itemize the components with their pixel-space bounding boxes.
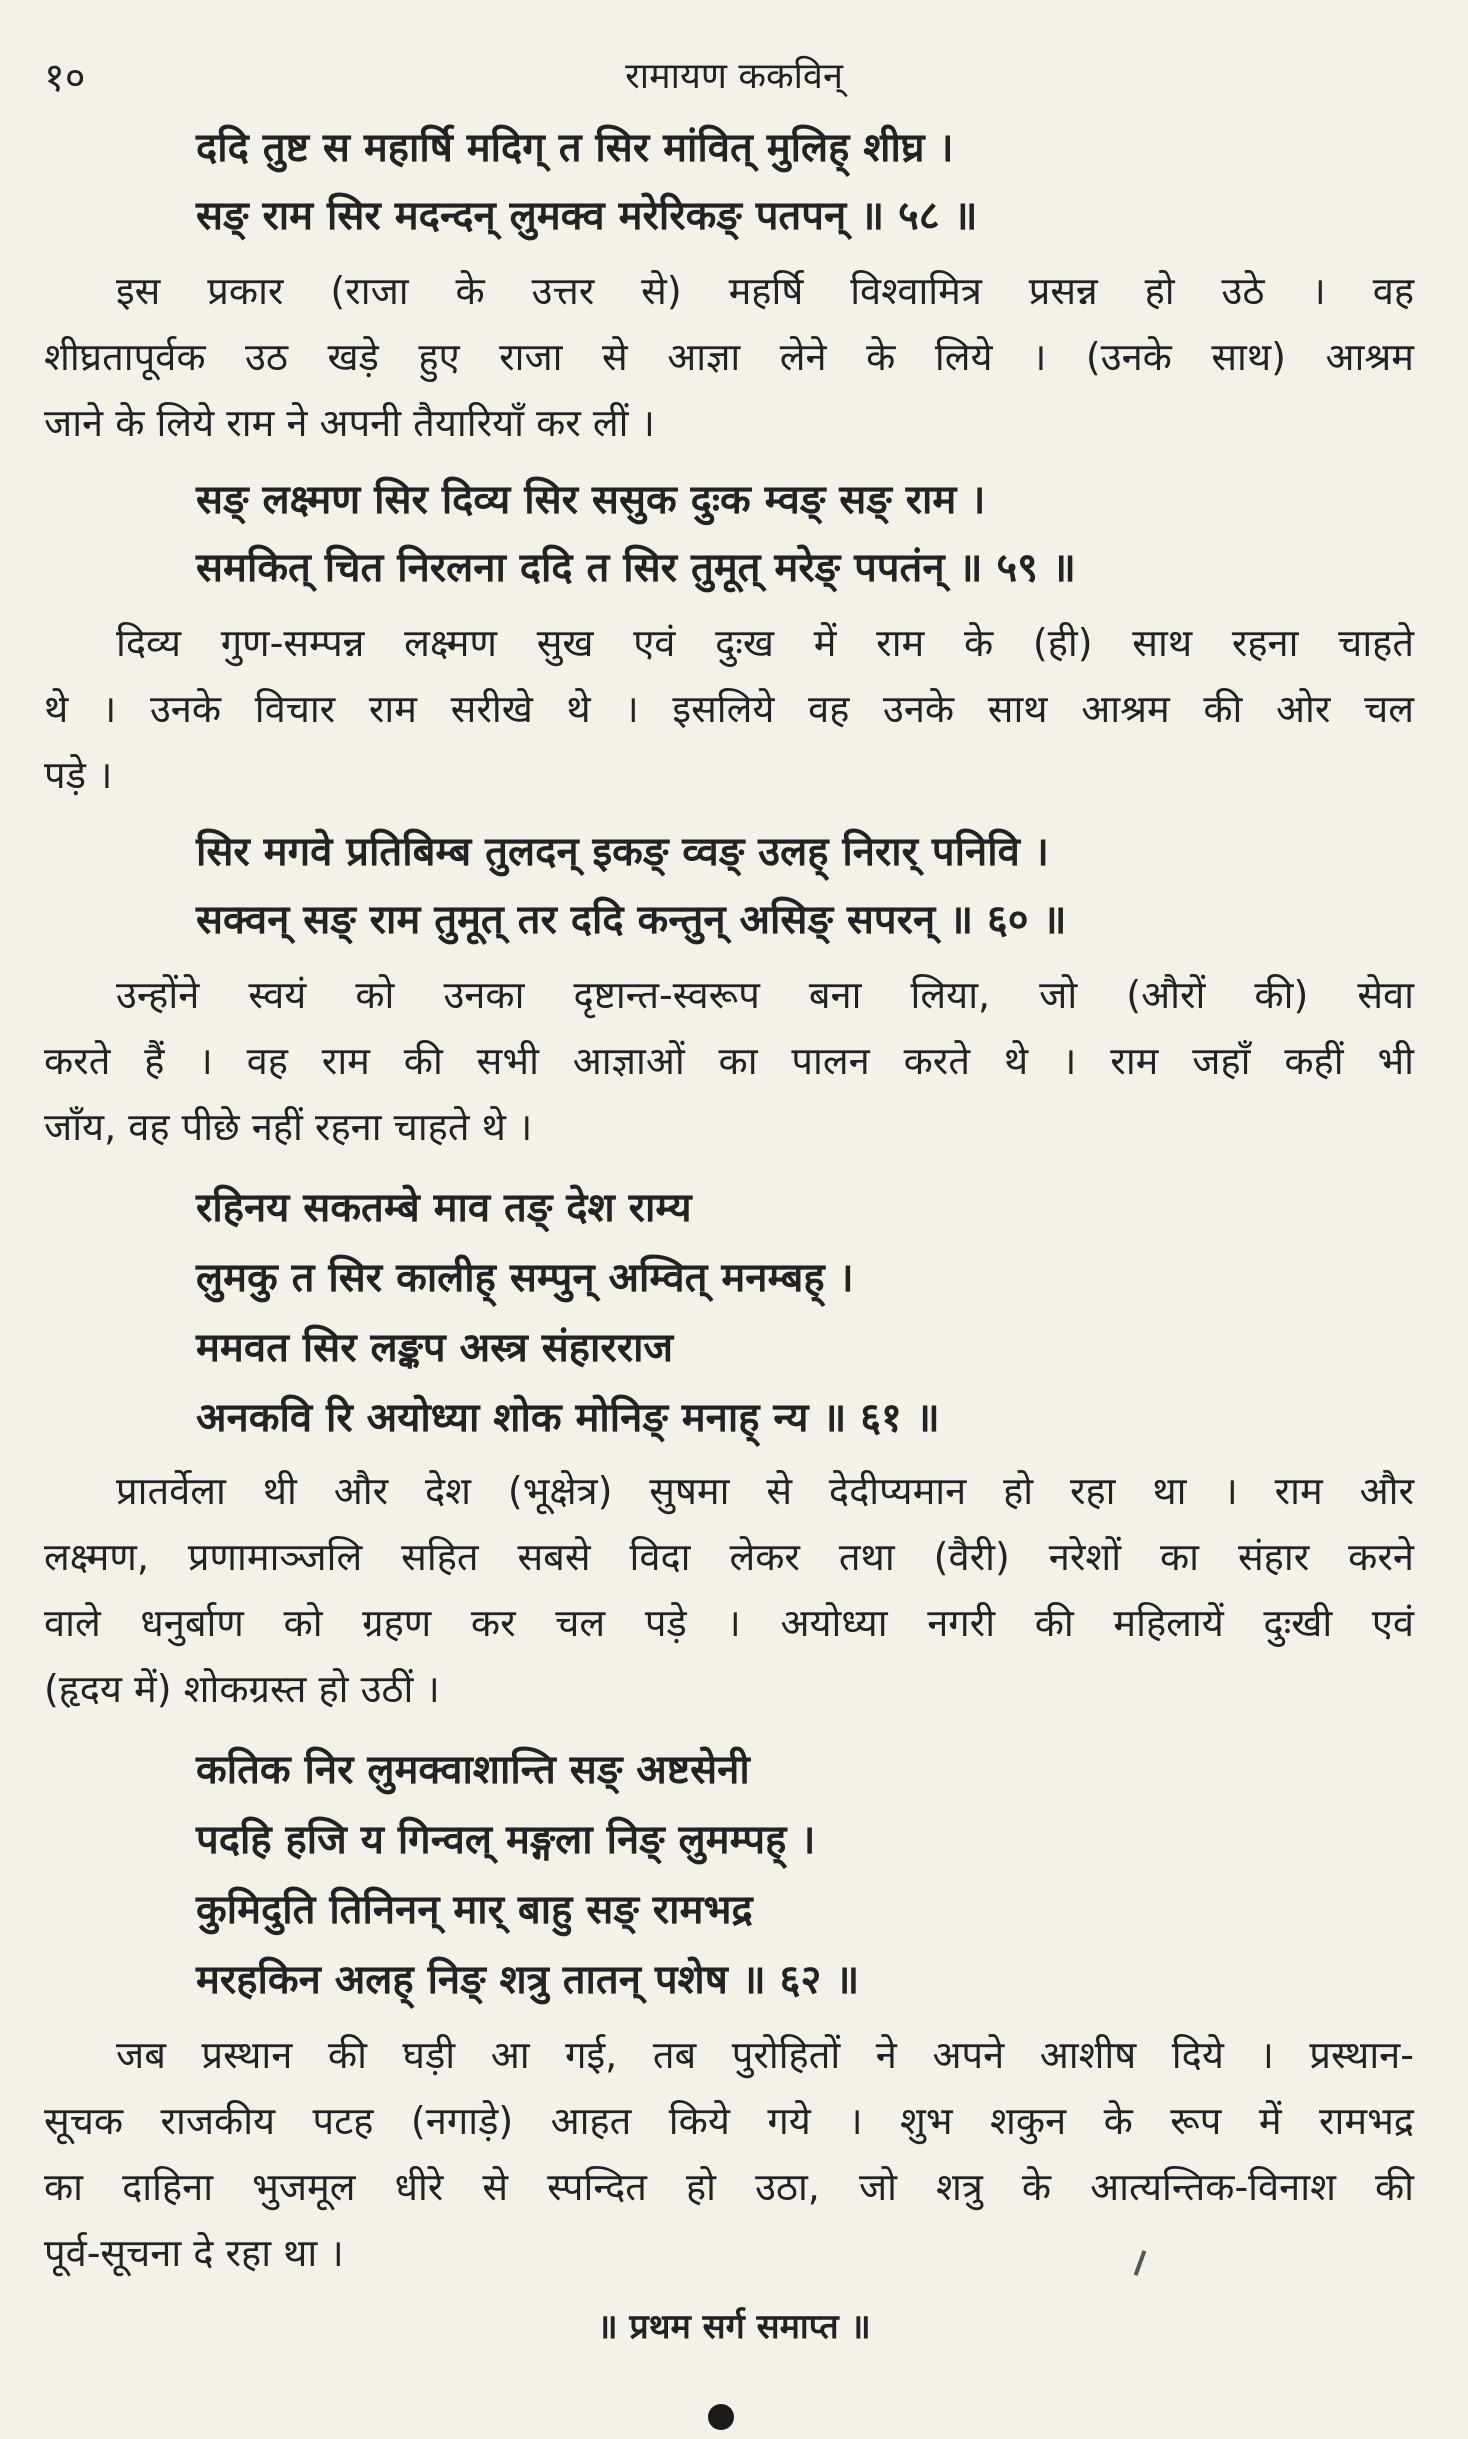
- paragraph-line: करते हैं । वह राम की सभी आज्ञाओं का पालन करते थे । राम जहाँ कहीं भी: [44, 1039, 1414, 1083]
- verse-line: कतिक निर लुमक्वाशान्ति सङ् अष्टसेनी: [196, 1747, 750, 1793]
- verse-line: रहिनय सकतम्बे माव तङ् देश राम्य: [196, 1185, 692, 1231]
- chapter-end-colophon: ॥ प्रथम सर्ग समाप्त ॥: [597, 2307, 871, 2347]
- paragraph-line: लक्ष्मण, प्रणामाञ्जलि सहित सबसे विदा लेकर तथा (वैरी) नरेशों का संहार करने: [44, 1535, 1414, 1579]
- paragraph-line: दिव्य गुण-सम्पन्न लक्ष्मण सुख एवं दुःख में राम के (ही) साथ रहना चाहते: [116, 621, 1414, 665]
- verse-line: अनकवि रि अयोध्या शोक मोनिङ् मनाह् न्य ॥ ६१ ॥: [196, 1395, 940, 1441]
- verse-line: समकित् चित निरलना ददि त सिर तुमूत् मरेङ् पपतंन् ॥ ५९ ॥: [196, 545, 1076, 591]
- verse-line: ददि तुष्ट स महार्षि मदिग् त सिर मांवित् मुलिह् शीघ्र ।: [196, 125, 954, 171]
- paragraph-line: प्रातर्वेला थी और देश (भूक्षेत्र) सुषमा से देदीप्यमान हो रहा था । राम और: [116, 1469, 1414, 1513]
- running-title: रामायण ककविन्: [625, 56, 843, 97]
- verse-line: लुमकु त सिर कालीह् सम्पुन् अम्वित् मनम्बह् ।: [196, 1255, 854, 1301]
- end-ornament-dot: [708, 2404, 734, 2430]
- paragraph-line: जाने के लिये राम ने अपनी तैयारियाँ कर लीं ।: [44, 401, 655, 445]
- paragraph-line: (हृदय में) शोकग्रस्त हो उठीं ।: [44, 1667, 440, 1711]
- paragraph-line: का दाहिना भुजमूल धीरे से स्पन्दित हो उठा, जो शत्रु के आत्यन्तिक-विनाश की: [44, 2165, 1414, 2209]
- paragraph-line: शीघ्रतापूर्वक उठ खड़े हुए राजा से आज्ञा लेने के लिये । (उनके साथ) आश्रम: [44, 335, 1414, 379]
- paragraph-line: थे । उनके विचार राम सरीखे थे । इसलिये वह उनके साथ आश्रम की ओर चल: [44, 687, 1414, 731]
- verse-line: कुमिदुति तिनिनन् मार् बाहु सङ् रामभद्र: [196, 1887, 753, 1933]
- verse-line: सङ् राम सिर मदन्दन् लुमक्व मरेरिकङ् पतपन् ॥ ५८ ॥: [196, 193, 978, 239]
- verse-line: ममवत सिर लङ्कप अस्त्र संहारराज: [196, 1325, 674, 1371]
- verse-line: मरहकिन अलह् निङ् शत्रु तातन् पशेष ॥ ६२ ॥: [196, 1957, 860, 2003]
- paragraph-line: जब प्रस्थान की घड़ी आ गई, तब पुरोहितों ने अपने आशीष दिये । प्रस्थान-: [116, 2033, 1414, 2077]
- verse-line: सक्वन् सङ् राम तुमूत् तर ददि कन्तुन् असिङ् सपरन् ॥ ६० ॥: [196, 897, 1067, 943]
- paragraph-line: उन्होंने स्वयं को उनका दृष्टान्त-स्वरूप बना लिया, जो (औरों की) सेवा: [116, 973, 1414, 1017]
- paragraph-line: पड़े ।: [44, 753, 113, 797]
- paragraph-line: पूर्व-सूचना दे रहा था ।: [44, 2231, 344, 2275]
- paragraph-line: जाँय, वह पीछे नहीं रहना चाहते थे ।: [44, 1105, 533, 1149]
- paragraph-line: वाले धनुर्बाण को ग्रहण कर चल पड़े । अयोध्या नगरी की महिलायें दुःखी एवं: [44, 1601, 1414, 1645]
- verse-line: सङ् लक्ष्मण सिर दिव्य सिर ससुक दुःक म्वङ् सङ् राम ।: [196, 477, 986, 523]
- verse-line: सिर मगवे प्रतिबिम्ब तुलदन् इकङ् व्वङ् उलह् निरार् पनिवि ।: [196, 829, 1049, 875]
- paragraph-line: इस प्रकार (राजा के उत्तर से) महर्षि विश्वामित्र प्रसन्न हो उठे । वह: [116, 269, 1414, 313]
- paragraph-line: सूचक राजकीय पटह (नगाड़े) आहत किये गये । शुभ शकुन के रूप में रामभद्र: [44, 2099, 1414, 2143]
- verse-line: पदहि हजि य गिन्वल् मङ्गला निङ् लुमम्पह् ।: [196, 1817, 816, 1863]
- page-number: १०: [44, 55, 86, 101]
